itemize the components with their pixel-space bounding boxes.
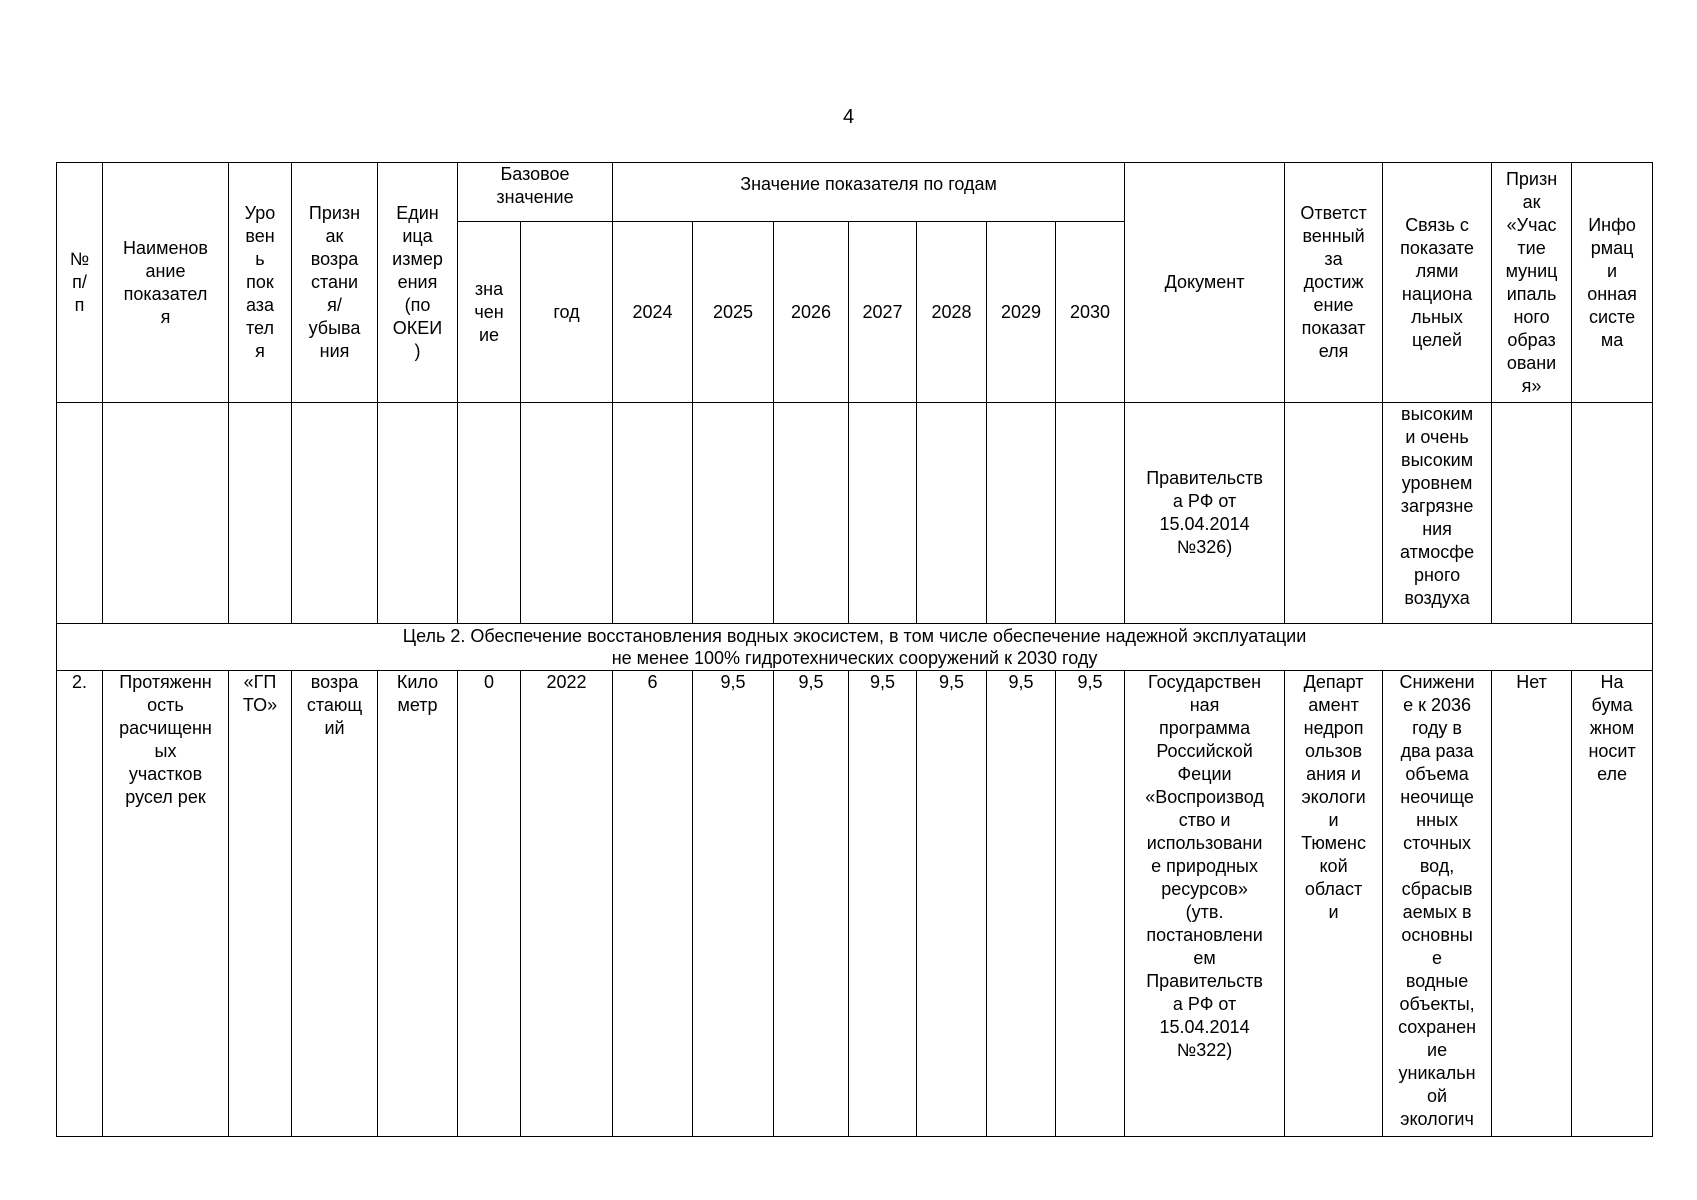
header-level: Уро вен ь пок аза тел я bbox=[229, 163, 292, 403]
row2-responsible: Департ амент недроп ользов ания и экологи и Тюменс кой област и bbox=[1285, 671, 1383, 1137]
table-row bbox=[57, 671, 1653, 1137]
cont-2026 bbox=[774, 403, 849, 624]
header-year-2024: 2024 bbox=[613, 222, 693, 403]
header-row-1 bbox=[57, 163, 1653, 222]
row2-link: Снижени е к 2036 году в два раза объема неочище нных сточных вод, сбрасыв аемых в основны е водные объекты, сохранен ие уникальн ой экологич bbox=[1383, 671, 1492, 1137]
row2-value-2025: 9,5 bbox=[693, 671, 774, 1137]
continuation-row bbox=[57, 403, 1653, 624]
header-base-group: Базовое значение bbox=[458, 163, 613, 222]
page-number: 4 bbox=[842, 106, 855, 128]
row2-name: Протяженн ость расчищенн ых участков русел рек bbox=[103, 671, 229, 1137]
header-municipal: Призн ак «Учас тие муниц ипаль ного образ овани я» bbox=[1492, 163, 1572, 403]
row2-base-year: 2022 bbox=[521, 671, 613, 1137]
row2-value-2027: 9,5 bbox=[849, 671, 917, 1137]
cont-base-year bbox=[521, 403, 613, 624]
cont-base-value bbox=[458, 403, 521, 624]
header-base-value: зна чен ие bbox=[458, 222, 521, 403]
goal-row bbox=[57, 624, 1653, 671]
cont-2028 bbox=[917, 403, 987, 624]
cont-2027 bbox=[849, 403, 917, 624]
cont-link: высоким и очень высоким уровнем загрязне ния атмосфе рного воздуха bbox=[1383, 403, 1492, 624]
row2-municipal: Нет bbox=[1492, 671, 1572, 1137]
header-trend: Призн ак возра стани я/ убыва ния bbox=[292, 163, 378, 403]
cont-2029 bbox=[987, 403, 1056, 624]
header-unit: Един ица измер ения (по ОКЕИ ) bbox=[378, 163, 458, 403]
cont-trend bbox=[292, 403, 378, 624]
header-responsible: Ответст венный за достиж ение показат еля bbox=[1285, 163, 1383, 403]
row2-value-2028: 9,5 bbox=[917, 671, 987, 1137]
cont-responsible bbox=[1285, 403, 1383, 624]
indicators-table bbox=[56, 162, 1653, 1137]
row2-value-2026: 9,5 bbox=[774, 671, 849, 1137]
header-year-2025: 2025 bbox=[693, 222, 774, 403]
header-year-2030: 2030 bbox=[1056, 222, 1125, 403]
row2-trend: возра стающ ий bbox=[292, 671, 378, 1137]
row2-base-value: 0 bbox=[458, 671, 521, 1137]
header-year-2026: 2026 bbox=[774, 222, 849, 403]
cont-municipal bbox=[1492, 403, 1572, 624]
cont-document: Правительств а РФ от 15.04.2014 №326) bbox=[1125, 403, 1285, 624]
header-info-system: Инфо рмац и онная систе ма bbox=[1572, 163, 1653, 403]
header-year-2027: 2027 bbox=[849, 222, 917, 403]
header-base-year: год bbox=[521, 222, 613, 403]
row2-num: 2. bbox=[57, 671, 103, 1137]
row2-value-2030: 9,5 bbox=[1056, 671, 1125, 1137]
header-year-2029: 2029 bbox=[987, 222, 1056, 403]
cont-info-system bbox=[1572, 403, 1653, 624]
header-years-group: Значение показателя по годам bbox=[613, 163, 1125, 222]
header-num: № п/ п bbox=[57, 163, 103, 403]
cont-level bbox=[229, 403, 292, 624]
cont-2024 bbox=[613, 403, 693, 624]
row2-document: Государствен ная программа Российской Феции «Воспроизвод ство и использовани е природных ресурсов» (утв. постановлени ем Правительств а РФ от 15.04.2014 №322) bbox=[1125, 671, 1285, 1137]
cont-name bbox=[103, 403, 229, 624]
header-document: Документ bbox=[1125, 163, 1285, 403]
header-year-2028: 2028 bbox=[917, 222, 987, 403]
header-name: Наименов ание показател я bbox=[103, 163, 229, 403]
cont-2030 bbox=[1056, 403, 1125, 624]
row2-unit: Кило метр bbox=[378, 671, 458, 1137]
cont-unit bbox=[378, 403, 458, 624]
header-link: Связь с показате лями национа льных целей bbox=[1383, 163, 1492, 403]
row2-level: «ГП ТО» bbox=[229, 671, 292, 1137]
goal-text: Цель 2. Обеспечение восстановления водных экосистем, в том числе обеспечение надежной эксплуатации не менее 100% гидротехнических сооружений к 2030 году bbox=[57, 624, 1653, 671]
row2-value-2029: 9,5 bbox=[987, 671, 1056, 1137]
row2-info-system: На бума жном носит еле bbox=[1572, 671, 1653, 1137]
cont-2025 bbox=[693, 403, 774, 624]
row2-value-2024: 6 bbox=[613, 671, 693, 1137]
cont-num bbox=[57, 403, 103, 624]
